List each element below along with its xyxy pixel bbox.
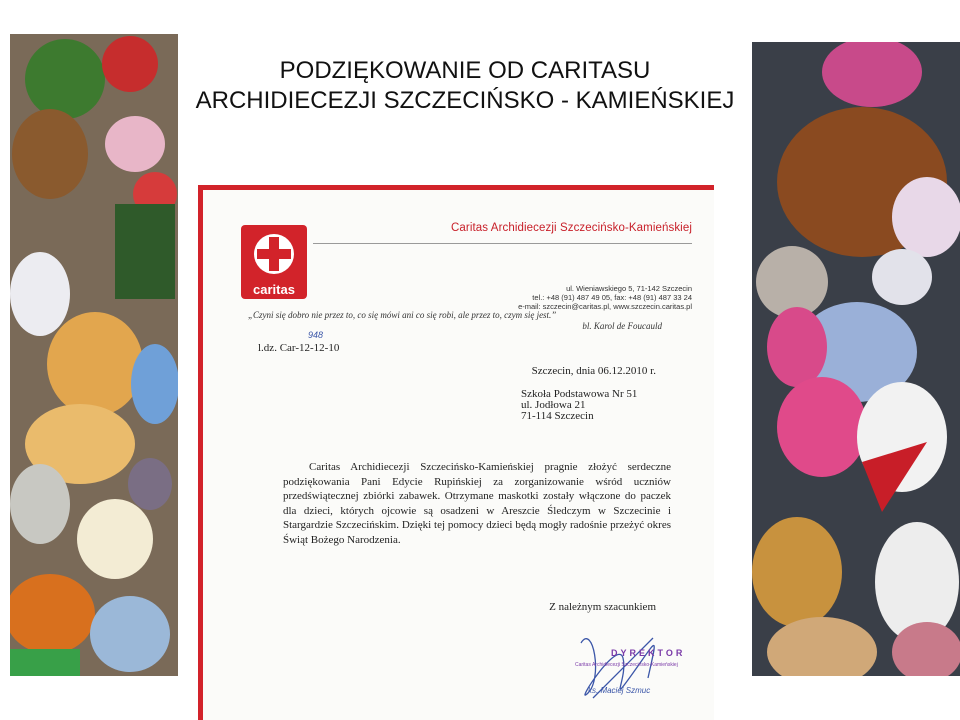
handwritten-reference: 948 bbox=[308, 330, 324, 340]
recipient-line-3: 71-114 Szczecin bbox=[521, 410, 594, 422]
slide-title bbox=[170, 56, 760, 116]
letter-date: Szczecin, dnia 06.12.2010 r. bbox=[531, 365, 656, 377]
slide-title-line-1: PODZIĘKOWANIE OD CARITASU bbox=[279, 57, 651, 84]
header-rule bbox=[313, 243, 692, 244]
signature-name: ks. Maciej Szmuc bbox=[588, 686, 651, 695]
recipient-address bbox=[521, 389, 637, 422]
left-toys-photo bbox=[10, 34, 178, 676]
right-toys-photo bbox=[752, 42, 960, 676]
address-line: ul. Wieniawskiego 5, 71-142 Szczecin bbox=[566, 284, 692, 293]
caritas-logo bbox=[241, 225, 307, 299]
stamp-subtitle: Caritas Archidiecezji Szczecińsko-Kamieńskiej bbox=[575, 662, 678, 668]
motto-quote: „Czyni się dobro nie przez to, co się mówi ani co się robi, ale przez to, czym się jest.” bbox=[248, 310, 557, 320]
email-line: e-mail: szczecin@caritas.pl, www.szczecin.caritas.pl bbox=[518, 302, 692, 311]
letter-closing: Z należnym szacunkiem bbox=[549, 601, 656, 613]
thank-you-letter bbox=[198, 185, 714, 720]
recipient-line-1: Szkoła Podstawowa Nr 51 bbox=[521, 388, 638, 400]
motto-author: bl. Karol de Foucauld bbox=[582, 321, 662, 331]
organization-name: Caritas Archidiecezji Szczecińsko-Kamieńskiej bbox=[451, 222, 692, 234]
letter-body: Caritas Archidiecezji Szczecińsko-Kamieńskiej pragnie złożyć serdeczne podziękowania Pani Edycie Rupińskiej za zorganizowanie wśród uczniów przedświątecznej zbiórki zabawek. Otrzymane maskotki zostały włączone do paczek dla dzieci, których ojcowie są osadzeni w Areszcie Śledczym w Szczecinie i Stargardzie Szczecińskim. Dzięki tej pomocy dzieci będą mogły radośnie przeżyć okres Świąt Bożego Narodzenia. bbox=[283, 461, 671, 546]
reference-number: l.dz. Car-12-12-10 bbox=[258, 342, 340, 354]
slide-title-line-2: ARCHIDIECEZJI SZCZECIŃSKO - KAMIEŃSKIEJ bbox=[195, 87, 735, 114]
phone-line: tel.: +48 (91) 487 49 05, fax: +48 (91) 487 33 24 bbox=[532, 293, 692, 302]
recipient-line-2: ul. Jodłowa 21 bbox=[521, 399, 586, 411]
caritas-logo-text: caritas bbox=[253, 282, 295, 297]
stamp-title: DYREKTOR bbox=[611, 648, 686, 658]
contact-block bbox=[518, 284, 692, 311]
